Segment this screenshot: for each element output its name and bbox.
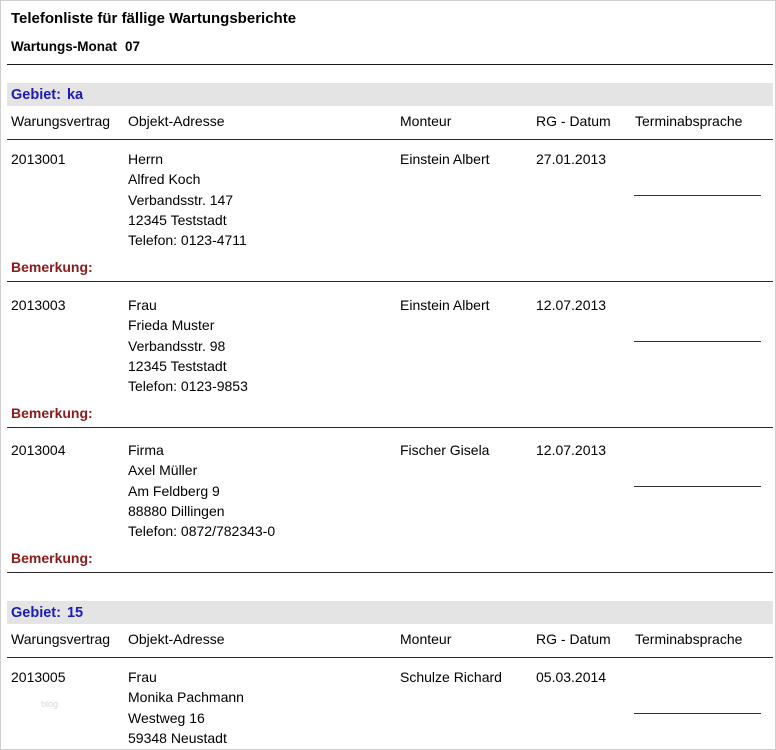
col-header-appointment: Terminabsprache <box>635 113 743 129</box>
object-address <box>128 149 247 250</box>
col-header-address: Objekt-Adresse <box>128 631 225 647</box>
fitter-name: Fischer Gisela <box>400 442 490 458</box>
address-line: Verbandsstr. 98 <box>128 337 226 354</box>
col-header-contract: Warungsvertrag <box>11 113 111 129</box>
remark-label: Bemerkung: <box>11 550 93 566</box>
maintenance-month <box>11 39 140 54</box>
table-row <box>1 295 776 425</box>
row-divider <box>7 427 773 428</box>
region-value: ka <box>66 87 84 103</box>
address-line: Frau <box>128 669 157 685</box>
row-divider <box>7 572 773 573</box>
invoice-date: 12.07.2013 <box>536 442 607 458</box>
address-line: Alfred Koch <box>128 171 201 188</box>
address-line: Firma <box>128 442 164 458</box>
object-address <box>128 295 248 396</box>
col-header-fitter: Monteur <box>400 631 452 647</box>
column-header-row <box>1 113 776 133</box>
address-line: Herrn <box>128 151 164 167</box>
contract-number: 2013004 <box>11 442 66 458</box>
col-header-fitter: Monteur <box>400 113 452 129</box>
region-label-text: Gebiet: <box>11 87 61 103</box>
contract-number: 2013005 <box>11 669 66 685</box>
watermark: blog <box>41 699 59 709</box>
invoice-date: 27.01.2013 <box>536 151 607 167</box>
header-divider <box>7 64 773 65</box>
col-header-invoice-date: RG - Datum <box>536 631 611 647</box>
appointment-signature-line <box>634 195 761 196</box>
invoice-date: 05.03.2014 <box>536 669 607 685</box>
remark-label: Bemerkung: <box>11 259 93 275</box>
address-line: 59348 Neustadt <box>128 729 227 746</box>
column-header-divider <box>7 657 773 658</box>
object-address <box>128 440 275 541</box>
object-address <box>128 667 244 748</box>
address-line: Monika Pachmann <box>128 689 244 706</box>
col-header-contract: Warungsvertrag <box>11 631 111 647</box>
address-line: Telefon: 0123-9853 <box>128 378 248 395</box>
appointment-signature-line <box>634 486 761 487</box>
fitter-name: Einstein Albert <box>400 151 490 167</box>
region-label-text: Gebiet: <box>11 605 61 621</box>
address-line: Axel Müller <box>128 462 198 479</box>
col-header-address: Objekt-Adresse <box>128 113 225 129</box>
region-header-ka <box>7 83 773 106</box>
address-line: Telefon: 0872/782343-0 <box>128 523 276 540</box>
col-header-invoice-date: RG - Datum <box>536 113 611 129</box>
address-line: Frieda Muster <box>128 317 215 334</box>
appointment-signature-line <box>634 713 761 714</box>
fitter-name: Einstein Albert <box>400 297 490 313</box>
region-label <box>11 605 83 621</box>
address-line: Am Feldberg 9 <box>128 482 220 499</box>
address-line: Telefon: 0123-4711 <box>128 232 247 249</box>
region-header-15 <box>7 601 773 624</box>
invoice-date: 12.07.2013 <box>536 297 607 313</box>
table-row <box>1 667 776 750</box>
address-line: Frau <box>128 297 157 313</box>
address-line: 88880 Dillingen <box>128 502 225 519</box>
row-divider <box>7 281 773 282</box>
address-line: 12345 Teststadt <box>128 211 227 228</box>
report-title: Telefonliste für fällige Wartungsberichte <box>11 10 297 27</box>
table-row <box>1 440 776 570</box>
appointment-signature-line <box>634 341 761 342</box>
contract-number: 2013001 <box>11 151 66 167</box>
column-header-divider <box>7 139 773 140</box>
column-header-row <box>1 631 776 651</box>
address-line: Westweg 16 <box>128 709 205 726</box>
col-header-appointment: Terminabsprache <box>635 631 743 647</box>
fitter-name: Schulze Richard <box>400 669 502 685</box>
table-row <box>1 149 776 279</box>
address-line: 12345 Teststadt <box>128 357 227 374</box>
region-label <box>11 87 83 103</box>
contract-number: 2013003 <box>11 297 66 313</box>
remark-label: Bemerkung: <box>11 405 93 421</box>
month-label: Wartungs-Monat <box>11 39 117 54</box>
address-line: Verbandsstr. 147 <box>128 191 234 208</box>
region-value: 15 <box>66 605 84 621</box>
month-value: 07 <box>124 39 141 54</box>
